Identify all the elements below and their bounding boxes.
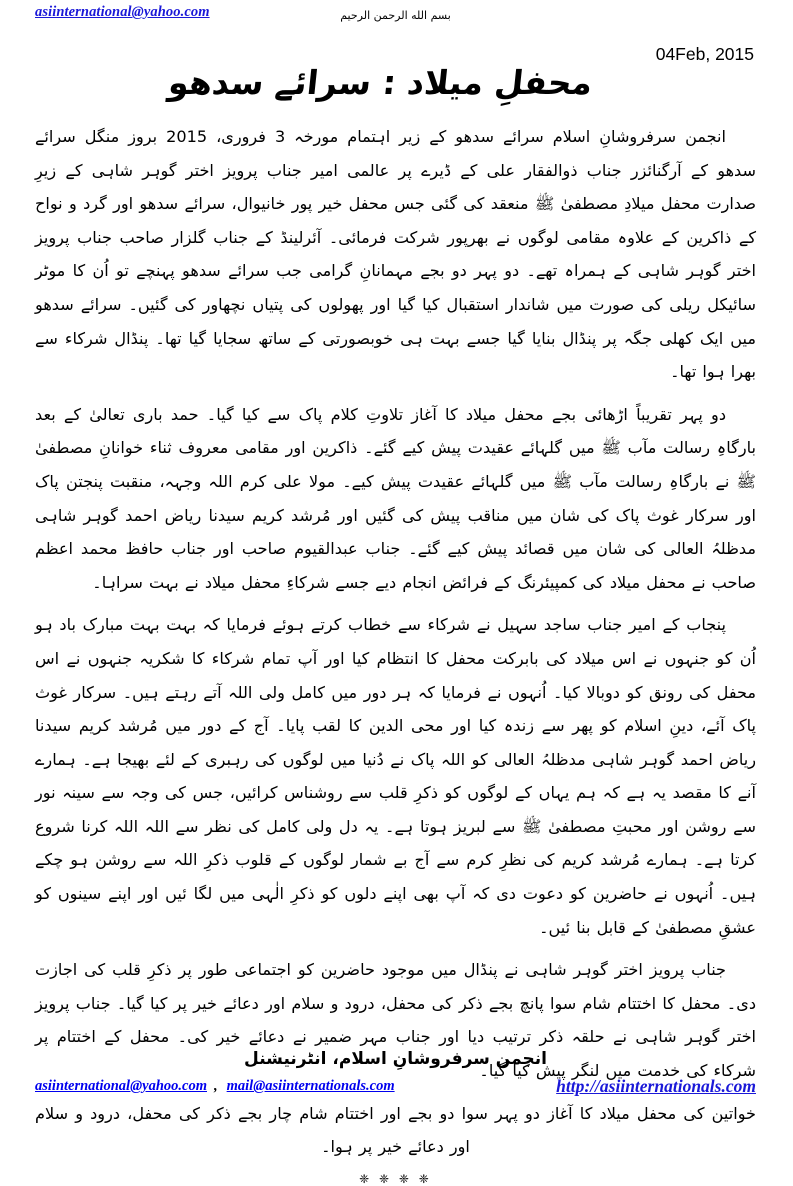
page-footer: [0, 1049, 793, 1100]
footer-contact-row: [0, 1078, 793, 1100]
star-ornament-divider: ❈ ❈ ❈ ❈: [360, 1171, 433, 1186]
website-url-link[interactable]: http://asiinternationals.com: [557, 1076, 757, 1096]
paragraph-1: انجمن سرفروشانِ اسلام سرائے سدھو کے زیر اہتمام مورخہ 3 فروری، 2015 بروز منگل سرائے سدھو کے آرگنائزر جناب ذوالفقار علی کے ڈیرے پر عالمی امیر جناب پرویز اختر گوہر شاہی کے زیرِ صدارت محفل میلادِ مصطفیٰ ﷺ منعقد کی گئی جس محفل خیر پور خانیوال، سرائے سدھو اور گرد و نواح کے ذاکرین کے علاوہ مقامی لوگوں نے بھرپور شرکت فرمائی۔ آئرلینڈ کے جناب گلزار صاحب جناب پرویز اختر گوہر شاہی کے ہمراہ تھے۔ دو پہر دو بجے مہمانانِ گرامی جب سرائے سدھو پہنچے تو اُن کا موٹر سائیکل ریلی کی صورت میں شاندار استقبال کیا گیا اور پھولوں کی پتیاں نچھاور کی گئیں۔ سرائے سدھو میں ایک کھلی جگہ پر پنڈال بنایا گیا جسے بہت ہی خوبصورتی کے ساتھ سجایا گیا تھا۔ پنڈال شرکاء سے بھرا ہوا تھا۔: [36, 127, 757, 382]
title-band: [0, 36, 793, 104]
organization-name: انجمن سرفروشانِ اسلام، انٹرنیشنل: [245, 1049, 548, 1069]
page-title: محفلِ میلاد : سرائے سدھو: [167, 63, 596, 103]
paragraph-3: پنجاب کے امیر جناب ساجد سہیل نے شرکاء سے خطاب کرتے ہوئے فرمایا کہ بہت بہت مبارک باد ہو اُن کو جنہوں نے اس میلاد کی بابرکت محفل کا انتظام کیا اور آپ تمام شرکاء کا شکریہ جنہوں نے اس محفل کی رونق کو دوبالا کیا۔ اُنہوں نے فرمایا کہ ہر دور میں کامل ولی اللہ آتے رہتے ہیں۔ سرکار غوث پاک آئے، دینِ اسلام کو پھر سے زندہ کیا اور محی الدین کا لقب پایا۔ آج کے دور میں مُرشد کریم سیدنا ریاض احمد گوہر شاہی مدظلہُ العالی کو اللہ پاک نے دُنیا میں لوگوں کی رہبری کے لئے بھیجا ہے۔ ہمارے آنے کا مقصد یہ ہے کہ ہم یہاں کے لوگوں کو ذکرِ قلب سے روشناس کرائیں، جس کی وجہ سے سینہ نور سے روشن اور محبتِ مصطفیٰ ﷺ سے لبریز ہوتا ہے۔ یہ دل ولی کامل کی نظر سے اللہ اللہ کرنا شروع کرتا ہے۔ ہمارے مُرشد کریم کی نظرِ کرم سے آج بے شمار لوگوں کے قلوب ذکرِ اللہ سے روشن ہو چکے ہیں۔ اُنہوں نے حاضرین کو دعوت دی کہ آپ بھی اپنے دلوں کو ذکرِ الٰہی میں لگا ئیں اور اپنے سینوں کو عشقِ مصطفیٰ کے قابل بنا ئیں۔: [36, 615, 757, 937]
footer-email-group: [36, 1078, 396, 1095]
page-header: [0, 0, 793, 34]
paragraph-2: دو پہر تقریباً اڑھائی بجے محفل میلاد کا آغاز تلاوتِ کلام پاک سے کیا گیا۔ حمد باری تعالیٰ کے بعد بارگاہِ رسالت مآب ﷺ میں گلہائے عقیدت پیش کیے گئے۔ ذاکرین اور مقامی معروف ثناء خوانانِ مصطفیٰ ﷺ نے بارگاہِ رسالت مآب ﷺ میں گلہائے عقیدت پیش کیے۔ مولا علی کرم اللہ وجہہ، منقبت پنجتن پاک اور سرکار غوث پاک کی شان میں مناقب پیش کی گئیں اور مُرشد کریم سیدنا ریاض احمد گوہر شاہی مدظلہُ العالی کی شان میں قصائد پیش کیے گئے۔ جناب عبدالقیوم صاحب اور جناب حافظ محمد اعظم صاحب نے محفل میلاد کی کمپیئرنگ کے فرائض انجام دیے جسے شرکاءِ محفل میلاد نے بہت سراہا۔: [36, 404, 757, 592]
email-separator: ,: [215, 1078, 219, 1094]
paragraph-4: جناب پرویز اختر گوہر شاہی نے پنڈال میں موجود حاضرین کو اجتماعی طور پر ذکرِ قلب کی اجازت دی۔ محفل کا اختتام شام سوا پانچ بجے ذکر کی محفل، درود و سلام اور دعائے خیر پر کیا گیا۔ جناب پرویز اختر گوہر شاہی نے حلقہ ذکر ترتیب دیا اور جناب مہر ضمیر نے دعائے خیر کی۔ محفل کے اختتام پر شرکاء کی خدمت میں لنگر پیش کیا گیا۔: [36, 960, 757, 1081]
footer-email-secondary-link[interactable]: mail@asiinternationals.com: [227, 1078, 396, 1094]
bismillah-text: بسم الله الرحمن الرحيم: [341, 9, 452, 22]
document-date: 04Feb, 2015: [656, 44, 755, 64]
header-email-link[interactable]: asiinternational@yahoo.com: [36, 4, 211, 20]
paragraph-5: خواتین کی محفل میلاد کا آغاز دو پہر سوا دو بجے اور اختتام شام چار بجے ذکر کی محفل، درود و سلام اور دعائے خیر پر ہوا۔: [36, 1103, 757, 1157]
article-body: [0, 120, 793, 1185]
footer-email-primary-link[interactable]: asiinternational@yahoo.com: [36, 1078, 208, 1094]
